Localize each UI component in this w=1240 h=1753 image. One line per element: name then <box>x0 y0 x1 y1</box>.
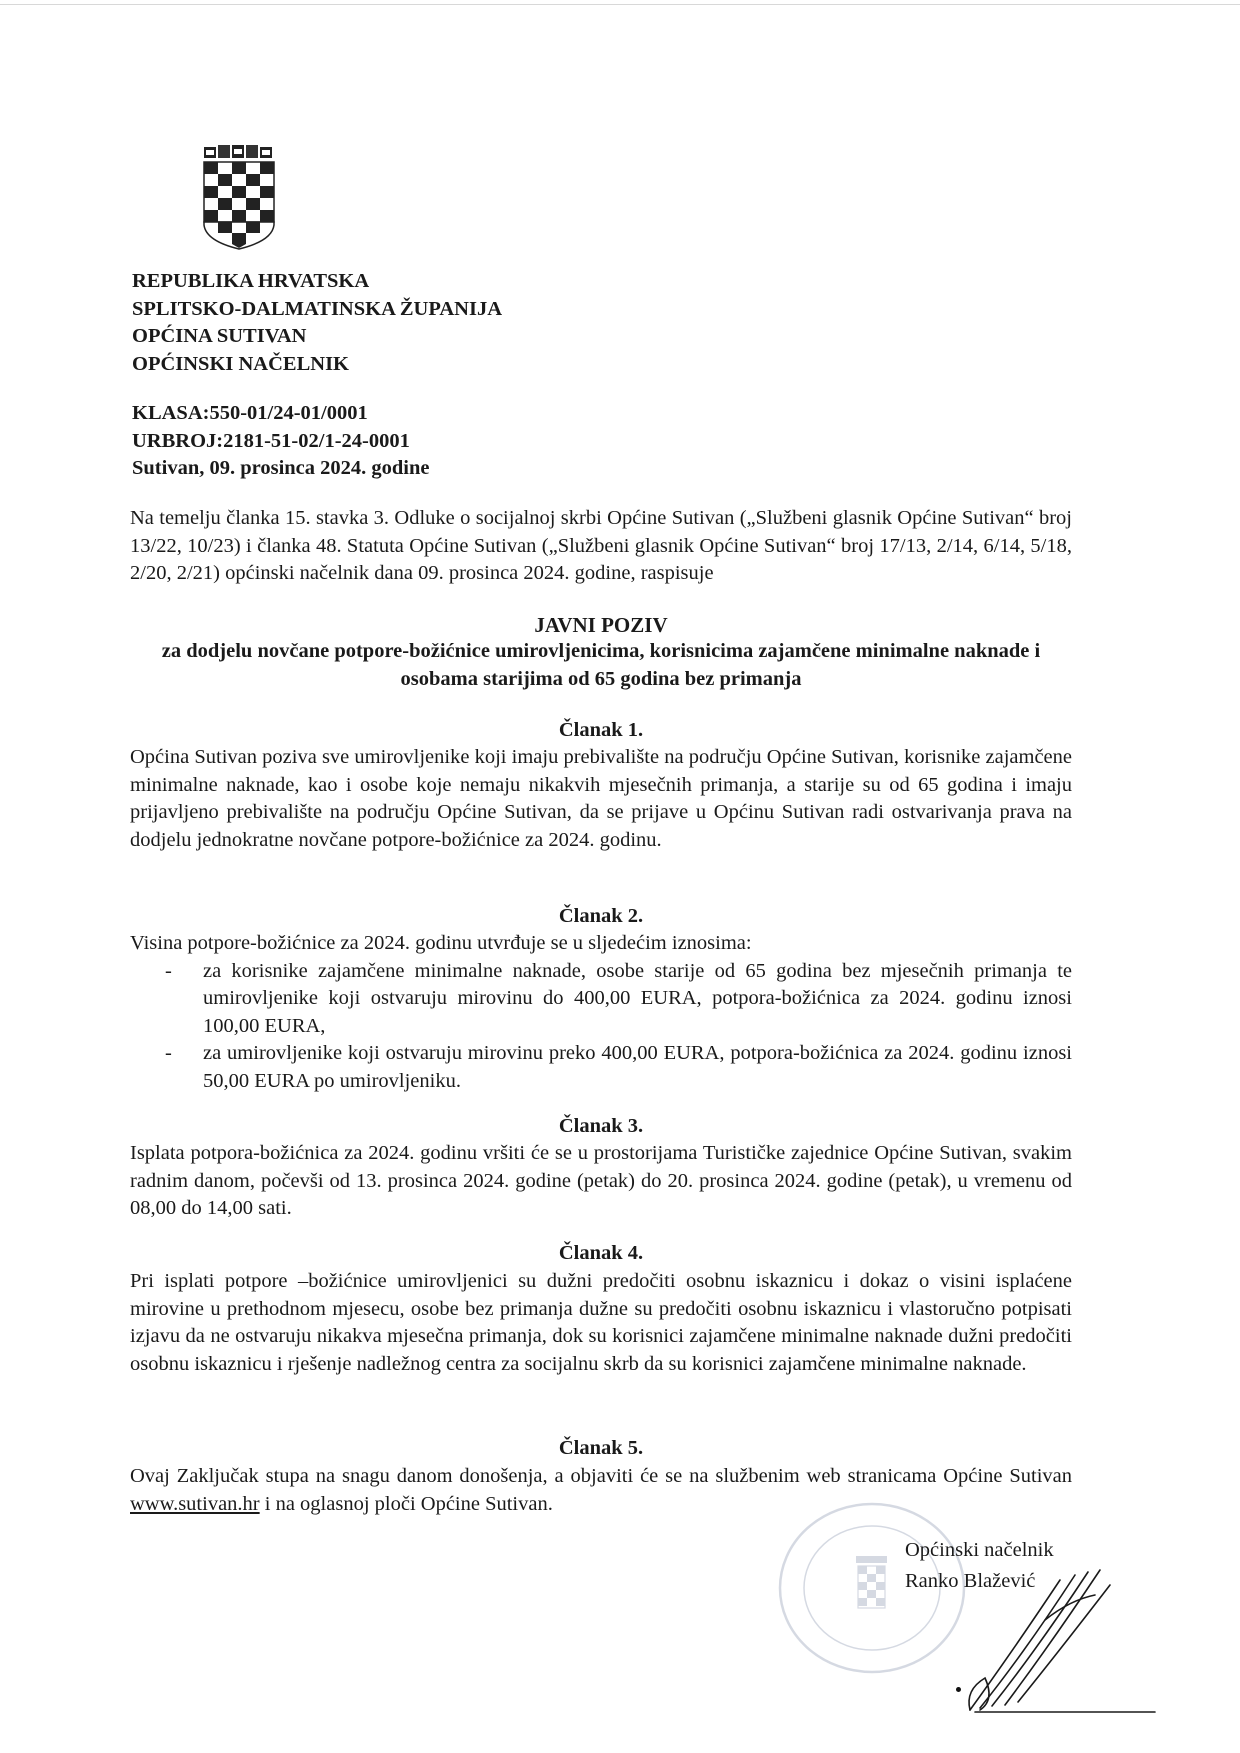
article-1-title: Članak 1. <box>558 719 644 741</box>
document-subtitle: za dodjelu novčane potpore-božićnice umirovljenicima, korisnicima zajamčene minimalne naknade i osobama starijima od 65 godina bez primanja <box>161 640 1041 690</box>
article-2-intro: Visina potpore-božićnice za 2024. godinu utvrđuje se u sljedećim iznosima: <box>130 932 752 954</box>
coat-of-arms-icon <box>200 145 278 250</box>
article-5-text-after: i na oglasnoj ploči Općine Sutivan. <box>259 1492 553 1515</box>
article-2-body <box>130 930 1072 1095</box>
article-5-text-before: Ovaj Zaključak stupa na snagu danom donošenja, a objaviti će se na službenim web stranicama Općine Sutivan <box>130 1465 1072 1487</box>
article-4-text: Pri isplati potpore –božićnice umirovljenici su dužni predočiti osobnu iskaznicu i dokaz o visini isplaćene mirovine u prethodnom mjesecu, osobe bez primanja dužne su predočiti osobnu iskaznicu i vlastoručno potpisati izjavu da ne ostvaruju nikakva mjesečna primanja, dok su korisnici zajamčene minimalne naknade dužni predočiti osobnu iskaznicu i rješenje nadležnog centra za socijalnu skrb da su korisnici zajamčene minimalne naknade. <box>130 1270 1072 1375</box>
document-title: JAVNI POZIV <box>534 613 668 637</box>
header-municipality: OPĆINA SUTIVAN <box>132 325 307 347</box>
signatory-name: Ranko Blažević <box>905 1570 1036 1592</box>
issuer-header <box>132 268 502 378</box>
scan-edge-line <box>0 4 1240 5</box>
article-3-title: Članak 3. <box>558 1115 644 1137</box>
signature-dot <box>956 1687 961 1692</box>
website-link[interactable]: www.sutivan.hr <box>130 1492 260 1515</box>
handwritten-signature-icon <box>950 1560 1160 1715</box>
article-2-title: Članak 2. <box>558 905 644 927</box>
klasa-number: KLASA:550-01/24-01/0001 <box>132 402 368 424</box>
article-4-title: Članak 4. <box>558 1242 644 1264</box>
article-2-list <box>130 958 1072 1096</box>
article-3-text: Isplata potpora-božićnica za 2024. godinu vršiti će se u prostorijama Turističke zajednice Općine Sutivan, svakim radnim danom, počevši od 13. prosinca 2024. godine (petak) do 20. prosinca 2024. godine (petak), u vremenu od 08,00 do 14,00 sati. <box>130 1142 1072 1219</box>
document-meta <box>132 400 430 483</box>
header-office: OPĆINSKI NAČELNIK <box>132 352 349 375</box>
article-1-text: Općina Sutivan poziva sve umirovljenike koji imaju prebivalište na području Općine Sutivan, korisnike zajamčene minimalne naknade, kao i osobe koje nemaju nikakvih mjesečnih primanja, a starije su od 65 godina i imaju prijavljeno prebivalište na području Općine Sutivan, da se prijave u Općinu Sutivan radi ostvarivanja prava na dodjelu jednokratne novčane potpore-božićnice za 2024. godinu. <box>130 746 1072 851</box>
list-item: - za umirovljenike koji ostvaruju mirovinu preko 400,00 EURA, potpora-božićnica za 2024. godinu iznosi 50,00 EURA po umirovljeniku. <box>130 1040 1072 1095</box>
intro-paragraph: Na temelju članka 15. stavka 3. Odluke o socijalnoj skrbi Općine Sutivan („Službeni glasnik Općine Sutivan“ broj 13/22, 10/23) i članka 48. Statuta Općine Sutivan („Službeni glasnik Općine Sutivan“ broj 17/13, 2/14, 6/14, 5/18, 2/20, 2/21) općinski načelnik dana 09. prosinca 2024. godine, raspisuje <box>130 507 1072 584</box>
urbroj-number: URBROJ:2181-51-02/1-24-0001 <box>132 429 410 452</box>
header-county: SPLITSKO-DALMATINSKA ŽUPANIJA <box>132 297 503 320</box>
header-republic: REPUBLIKA HRVATSKA <box>132 270 370 292</box>
signatory-role: Općinski načelnik <box>905 1539 1054 1561</box>
article-5-title: Članak 5. <box>558 1437 644 1459</box>
document-date: Sutivan, 09. prosinca 2024. godine <box>132 457 430 479</box>
list-item: - za korisnike zajamčene minimalne naknade, osobe starije od 65 godina bez mjesečnih primanja te umirovljenike koji ostvaruju mirovinu do 400,00 EURA, potpora-božićnica za 2024. godinu iznosi 100,00 EURA, <box>130 958 1072 1041</box>
